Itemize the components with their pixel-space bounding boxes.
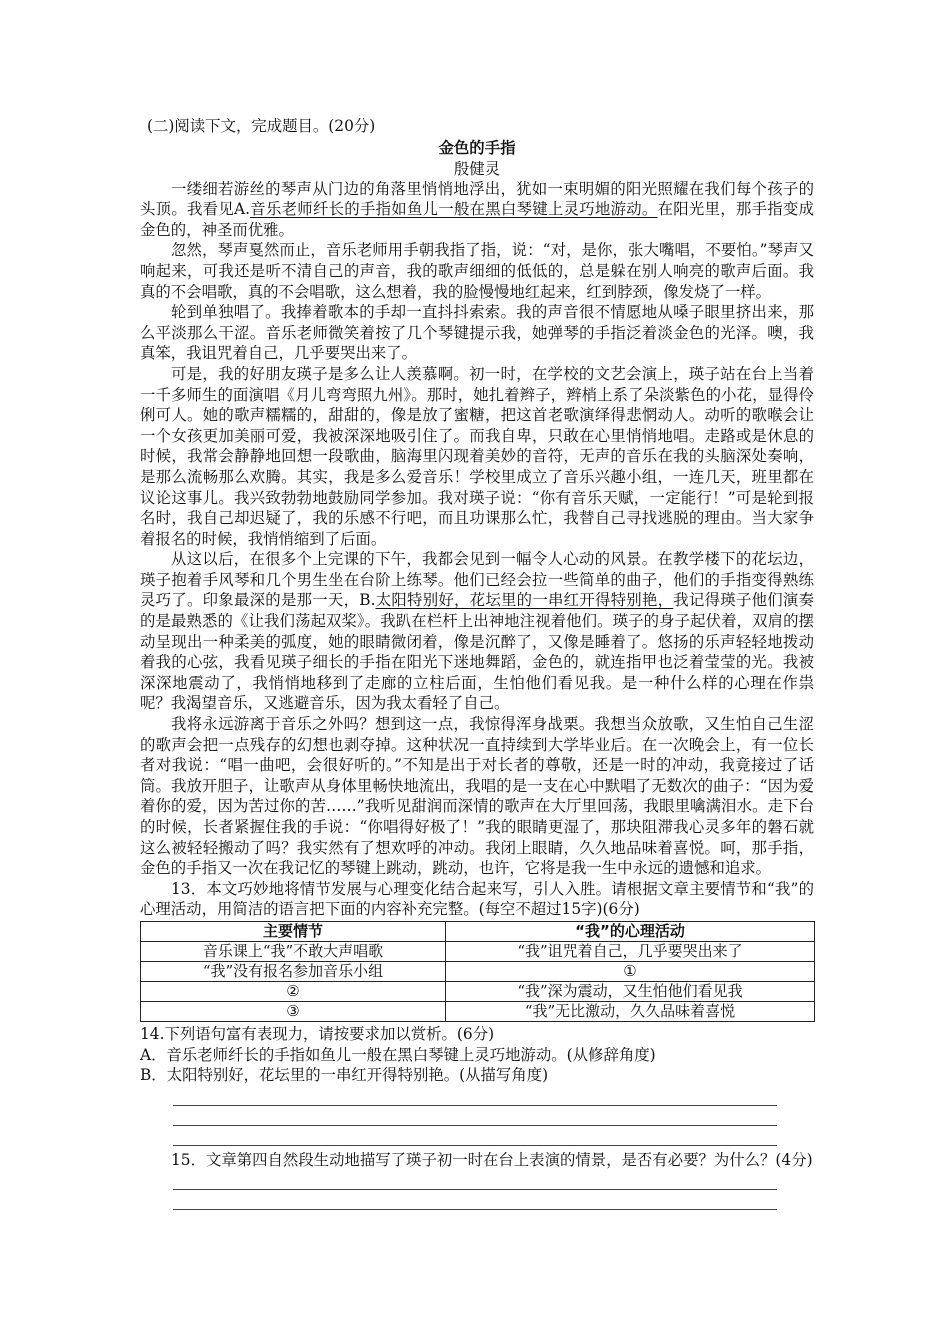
table-cell: 音乐课上“我”不敢大声唱歌 <box>141 941 446 961</box>
table-cell: “我”诅咒着自己，几乎要哭出来了 <box>446 941 815 961</box>
answer-blank-3[interactable]: ③ <box>141 1001 446 1021</box>
paragraph-4: 可是，我的好朋友瑛子是多么让人羡慕啊。初一时，在学校的文艺会演上，瑛子站在台上当着一千多师生的面演唱《月儿弯弯照九州》。那时，她扎着辫子，辫梢上系了朵淡紫色的小花，显得伶俐可人。她的歌声糯糯的，甜甜的，像是放了蜜糖，把这首老歌演绎得悲惘动人。动听的歌喉会让一个女孩更加美丽可爱，我被深深地吸引住了。而我自卑，只敢在心里悄悄地唱。走路或是休息的时候，我常会静静地回想一段歌曲，脑海里闪现着美妙的音符，无声的音乐在我的头脑深处奏响，是那么流畅那么欢腾。其实，我是多么爱音乐！学校里成立了音乐兴趣小组，一连几天，班里都在议论这事儿。我兴致勃勃地鼓励同学参加。我对瑛子说：“你有音乐天赋，一定能行！”可是轮到报名时，我自己却迟疑了，我的乐感不行吧，而且功课那么忙，我替自己寻找逃脱的理由。当大家争着报名的时候，我悄悄缩到了后面。 <box>140 364 814 548</box>
paragraph-5 <box>140 549 814 714</box>
sentence-b-underlined: 太阳特别好，花坛里的一串红开得特别艳， <box>375 591 674 610</box>
paragraph-1-tail: 在阳光里，那手指变成金色的，神圣而优雅。 <box>140 200 814 239</box>
question-15-prompt: 15．文章第四自然段生动地描写了瑛子初一时在台上表演的情景，是否有必要？为什么？(4分) <box>171 1150 813 1169</box>
header-plot: 主要情节 <box>141 921 446 941</box>
question-13-prompt: 13．本文巧妙地将情节发展与心理变化结合起来写，引人入胜。请根据文章主要情节和“我”的心理活动，用简洁的语言把下面的内容补充完整。(每空不超过15字)(6分) <box>140 879 814 919</box>
sentence-a-marker: A. <box>234 200 251 219</box>
answer-line[interactable] <box>173 1190 777 1210</box>
table-header-row <box>141 921 815 941</box>
plot-psychology-table <box>140 921 815 1022</box>
paragraph-2: 忽然，琴声戛然而止，音乐老师用手朝我指了指，说：“对，是你，张大嘴唱，不要怕。”琴声又响起来，可我还是听不清自己的声音，我的歌声细细的低低的，总是躲在别人响亮的歌声后面。我真的不会唱歌，真的不会唱歌，这么想着，我的脸慢慢地红起来，红到脖颈，像发烧了一样。 <box>140 241 814 301</box>
answer-blank-2[interactable]: ② <box>141 981 446 1001</box>
paragraph-5-text: 从这以后，在很多个上完课的下午，我都会见到一幅令人心动的风景。在教学楼下的花坛边，瑛子抱着手风琴和几个男生坐在台阶上练琴。他们已经会拉一些简单的曲子，他们的手指变得熟练灵巧了。印象最深的是那一天， <box>140 550 814 610</box>
table-cell: “我”无比激动，久久品味着喜悦 <box>446 1001 815 1021</box>
table-cell: “我”深为震动，又生怕他们看见我 <box>446 981 815 1001</box>
paragraph-1-text: 一缕细若游丝的琴声从门边的角落里悄悄地浮出，犹如一束明媚的阳光照耀在我们每个孩子的头顶。我看见 <box>140 179 814 219</box>
answer-line[interactable] <box>173 1170 777 1190</box>
paragraph-6: 我将永远游离于音乐之外吗？想到这一点，我惊得浑身战栗。我想当众放歌，又生怕自己生涩的歌声会把一点残存的幻想也剥夺掉。这种状况一直持续到大学毕业后。在一次晚会上，有一位长者对我说：“唱一曲吧，会很好听的。”不知是出于对长者的尊敬，还是一时的冲动，我竟接过了话筒。我放开胆子，让歌声从身体里畅快地流出，我唱的是一支在心中默唱了无数次的曲子：“因为爱着你的爱，因为苦过你的苦……”我听见甜润而深情的歌声在大厅里回荡，我眼里噙满泪水。走下台的时候，长者紧握住我的手说：“你唱得好极了！”我的眼睛更湿了，那块阻滞我心灵多年的磐石就这么被轻轻搬动了吗？我实然有了想欢呼的冲动。我闭上眼睛，久久地品味着喜悦。呵，那手指，金色的手指又一次在我记忆的琴键上跳动，跳动，也许，它将是我一生中永远的遗憾和追求。 <box>140 715 814 878</box>
exam-page <box>140 116 814 1210</box>
answer-blank-1[interactable]: ① <box>446 961 815 981</box>
answer-line[interactable] <box>173 1086 777 1106</box>
table-row <box>141 961 815 981</box>
paragraph-5-tail: 我记得瑛子他们演奏的是最熟悉的《让我们荡起双桨》。我趴在栏杆上出神地注视着他们。瑛子的身子起伏着，双肩的摆动呈现出一种柔美的弧度，她的眼睛微闭着，像是沉醉了，又像是睡着了。悠扬的乐声轻轻地拨动着我的心弦，我看见瑛子细长的手指在阳光下迷地舞蹈，金色的，就连指甲也泛着莹莹的光。我被深深地震动了，我悄悄地移到了走廊的立柱后面，生怕他们看见我。是一种什么样的心理在作祟呢？我渴望音乐，又逃避音乐，因为我太看轻了自己。 <box>140 591 814 713</box>
table-row <box>141 981 815 1001</box>
section-heading: (二)阅读下文，完成题目。(20分) <box>147 117 376 135</box>
paragraph-1 <box>140 179 814 241</box>
paragraph-3: 轮到单独唱了。我捧着歌本的手却一直抖抖索索。我的声音很不情愿地从嗓子眼里挤出来，那么平淡那么干涩。音乐老师微笑着按了几个琴键提示我，她弹琴的手指泛着淡金色的光泽。噢，我真笨，我诅咒着自己，几乎要哭出来了。 <box>140 303 814 363</box>
table-row <box>141 941 815 961</box>
question-14-b: B．太阳特别好，花坛里的一串红开得特别艳。(从描写角度) <box>140 1066 549 1085</box>
question-14-a: A．音乐老师纤长的手指如鱼儿一般在黑白琴键上灵巧地游动。(从修辞角度) <box>140 1045 656 1064</box>
answer-line[interactable] <box>173 1126 777 1146</box>
article-title: 金色的手指 <box>438 138 516 157</box>
article-author: 殷健灵 <box>453 159 501 178</box>
sentence-b-marker: B. <box>359 591 376 610</box>
table-row <box>141 1001 815 1021</box>
sentence-a-underlined: 音乐老师纤长的手指如鱼儿一般在黑白琴键上灵巧地游动。 <box>250 200 658 219</box>
table-cell: “我”没有报名参加音乐小组 <box>141 961 446 981</box>
answer-line[interactable] <box>173 1106 777 1126</box>
question-14-prompt: 14.下列语句富有表现力，请按要求加以赏析。(6分) <box>140 1024 495 1043</box>
header-psychology: “我”的心理活动 <box>446 921 815 941</box>
